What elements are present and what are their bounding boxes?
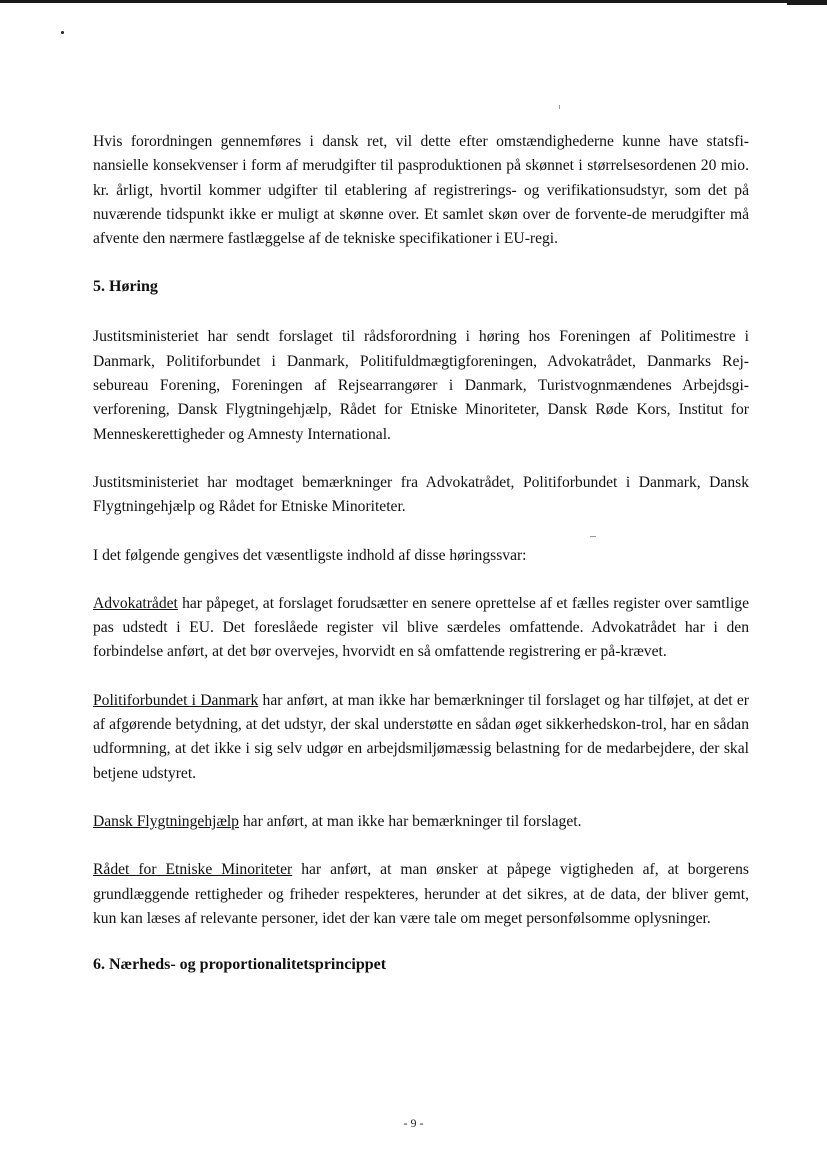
response-text: har anført, at man ikke har bemærkninger til forslaget. bbox=[238, 812, 582, 830]
paragraph-summary-intro: I det følgende gengives det væsentligste indhold af disse høringssvar: bbox=[93, 546, 527, 564]
scan-artifact-speck bbox=[559, 105, 560, 109]
respondent-name: Advokatrådet bbox=[93, 594, 178, 612]
paragraph-responses-received: Justitsministeriet har modtaget bemærkninger fra Advokatrådet, Politiforbundet i Danmark, Dansk Flygtningehjælp og Rådet for Etniske Minoriteter. bbox=[93, 473, 749, 516]
top-scan-edge-right bbox=[787, 0, 827, 5]
section-heading-subsidiarity: 6. Nærheds- og proportionalitetsprincippet bbox=[93, 956, 387, 974]
response-text: har anført, at man ikke har bemærkninger til forslaget og har tilføjet, at det er af afgørende betydning, at det udstyr, der skal understøtte en sådan øget sikkerhedskon-trol, har en sådan udformning, at det ikke i sig selv udgør en arbejdsmiljømæssig belastning for de medarbejdere, der skal betjene udstyret. bbox=[93, 691, 749, 782]
response-text: har anført, at man ønsker at påpege vigtigheden af, at borgerens grundlæggende rettigheder og friheder respekteres, herunder at det sikres, at de data, der bliver gemt, kun kan læses af relevante personer, idet der kan være tale om meget personfølsomme oplysninger. bbox=[93, 861, 749, 927]
document-body bbox=[93, 130, 749, 1003]
paragraph-politiforbundet bbox=[93, 689, 749, 786]
top-scan-edge bbox=[0, 0, 827, 3]
page-number: - 9 - bbox=[403, 1116, 424, 1130]
respondent-name: Dansk Flygtningehjælp bbox=[93, 812, 239, 830]
paragraph-advokatraadet bbox=[93, 592, 749, 665]
paragraph-fiscal-consequences: Hvis forordningen gennemføres i dansk ret, vil dette efter omstændighederne kunne have statsfi-nansielle konsekvenser i form af merudgifter til pasproduktionen på skønnet i størrelsesordenen 20 mio. kr. årligt, hvortil kommer udgifter til etablering af registrerings- og verifikationsudstyr, som det på nuværende tidspunkt ikke er muligt at skønne over. Et samlet skøn over de forvente-de merudgifter må afvente den nærmere fastlæggelse af de tekniske specifikationer i EU-regi. bbox=[93, 133, 749, 248]
paragraph-flygtningehjaelp bbox=[93, 810, 749, 834]
paragraph-hearing-recipients: Justitsministeriet har sendt forslaget til rådsforordning i høring hos Foreningen af Politimestre i Danmark, Politiforbundet i Danmark, Politifuldmægtigforeningen, Advokatrådet, Danmarks Rej-sebureau Forening, Foreningen af Rejsearrangører i Danmark, Turistvognmændenes Arbejdsgi-verforening, Dansk Flygtningehjælp, Rådet for Etniske Minoriteter, Dansk Røde Kors, Institut for Menneskerettigheder og Amnesty International. bbox=[93, 328, 749, 443]
response-text: har påpeget, at forslaget forudsætter en senere oprettelse af et fælles register over samtlige pas udstedt i EU. Det foreslåede register vil blive særdeles omfattende. Advokatrådet har i den forbindelse anført, at det bør overvejes, hvorvidt en så omfattende registrering er på-krævet. bbox=[93, 594, 749, 661]
paragraph-etniske-minoriteter bbox=[93, 858, 749, 931]
respondent-name: Rådet for Etniske Minoriteter bbox=[93, 861, 293, 879]
scan-artifact-dot bbox=[61, 31, 64, 34]
section-heading-hearing: 5. Høring bbox=[93, 278, 158, 296]
respondent-name: Politiforbundet i Danmark bbox=[93, 691, 259, 709]
